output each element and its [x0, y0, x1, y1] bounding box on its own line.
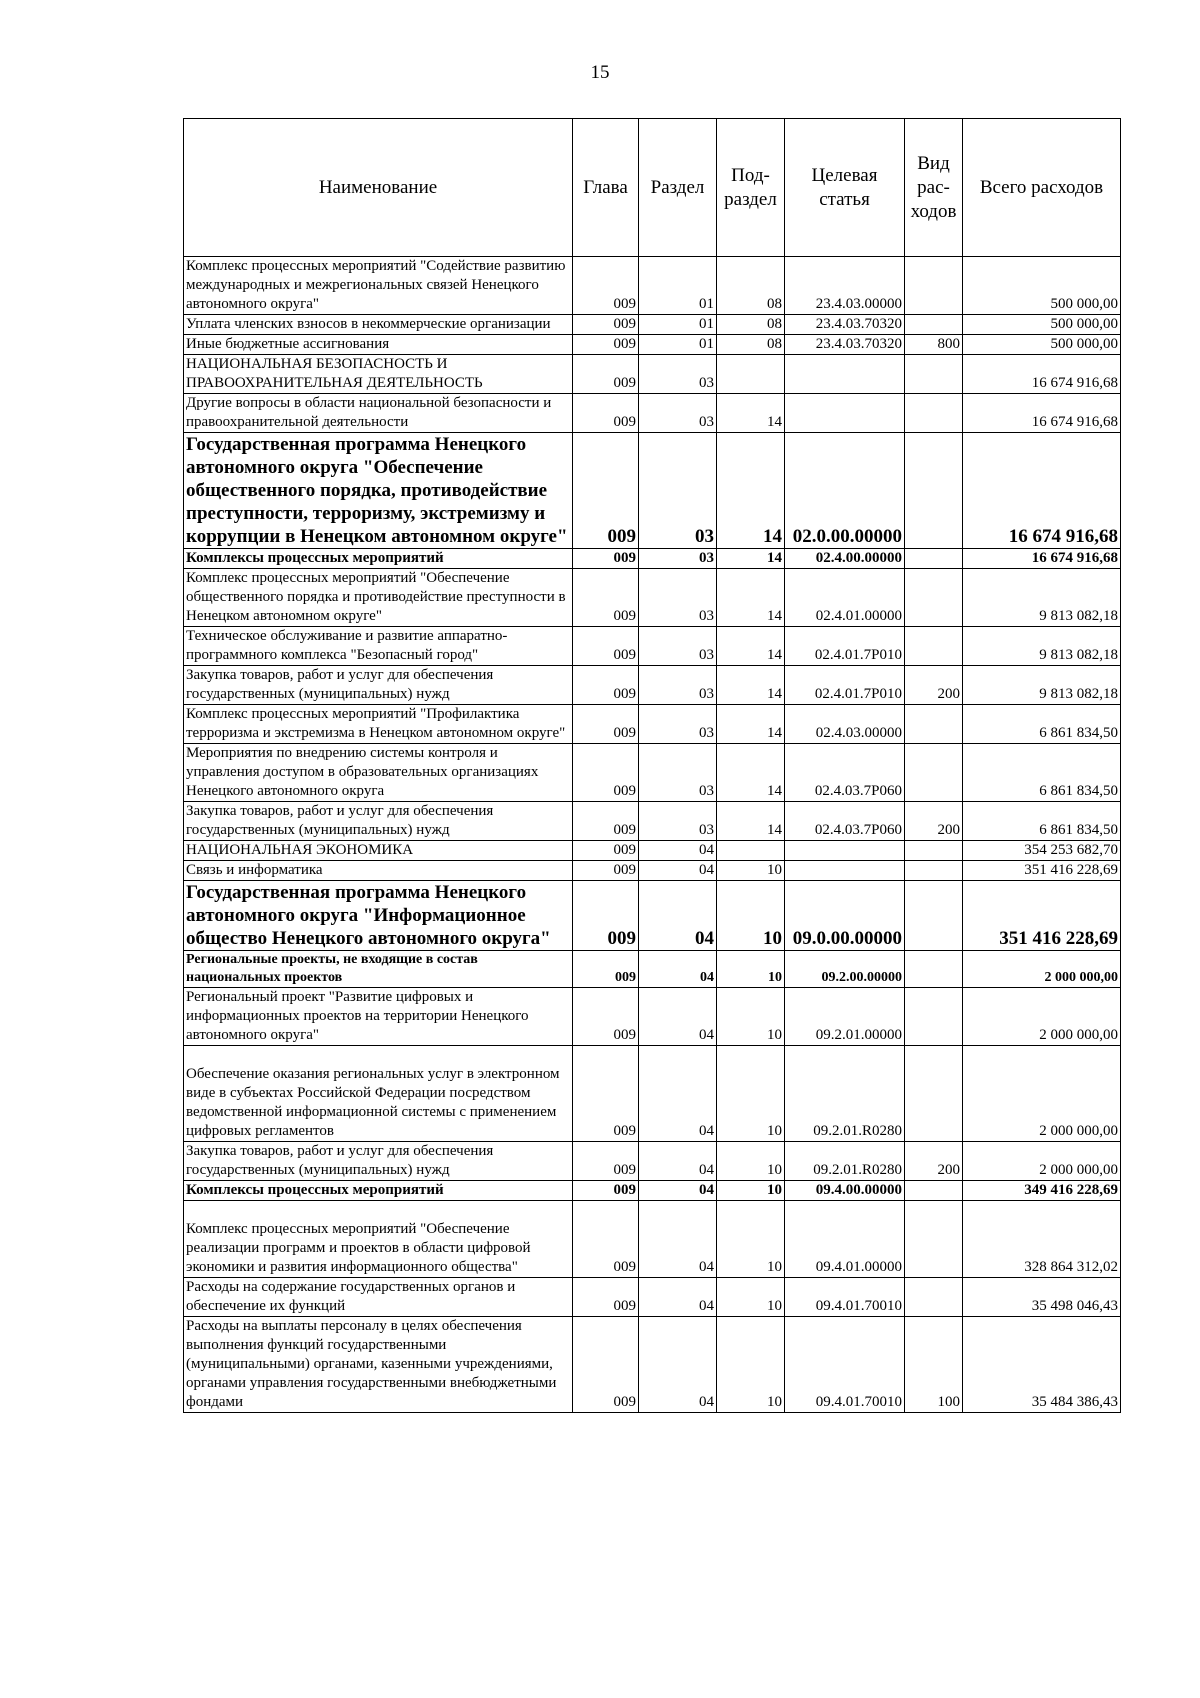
- cell-vid: [905, 355, 963, 394]
- cell-vid: [905, 433, 963, 549]
- cell-total: 351 416 228,69: [963, 861, 1121, 881]
- cell-podrazdel: 14: [717, 549, 785, 569]
- cell-podrazdel: [717, 841, 785, 861]
- cell-name: Комплексы процессных мероприятий: [184, 549, 573, 569]
- cell-razdel: 01: [639, 257, 717, 315]
- cell-total: 35 498 046,43: [963, 1278, 1121, 1317]
- cell-name: НАЦИОНАЛЬНАЯ ЭКОНОМИКА: [184, 841, 573, 861]
- cell-celevaya: 09.0.00.00000: [785, 881, 905, 951]
- cell-total: 2 000 000,00: [963, 1046, 1121, 1142]
- cell-celevaya: [785, 394, 905, 433]
- cell-razdel: 04: [639, 951, 717, 988]
- cell-glava: 009: [573, 433, 639, 549]
- cell-name: Иные бюджетные ассигнования: [184, 335, 573, 355]
- cell-glava: 009: [573, 1181, 639, 1201]
- cell-vid: [905, 841, 963, 861]
- cell-total: 16 674 916,68: [963, 394, 1121, 433]
- cell-glava: 009: [573, 627, 639, 666]
- table-row: [184, 988, 1121, 1046]
- cell-razdel: 04: [639, 1278, 717, 1317]
- cell-name: Комплекс процессных мероприятий "Обеспечение общественного порядка и противодействие преступности в Ненецком автономном округе": [184, 569, 573, 627]
- cell-razdel: 01: [639, 315, 717, 335]
- cell-razdel: 03: [639, 394, 717, 433]
- cell-celevaya: 09.2.01.R0280: [785, 1046, 905, 1142]
- cell-podrazdel: 10: [717, 1181, 785, 1201]
- table-row: [184, 549, 1121, 569]
- cell-total: 6 861 834,50: [963, 744, 1121, 802]
- cell-podrazdel: 10: [717, 1317, 785, 1413]
- cell-celevaya: 09.2.01.R0280: [785, 1142, 905, 1181]
- cell-podrazdel: 14: [717, 627, 785, 666]
- cell-glava: 009: [573, 1201, 639, 1278]
- cell-total: 6 861 834,50: [963, 802, 1121, 841]
- cell-name: Расходы на выплаты персоналу в целях обеспечения выполнения функций государственными (муниципальными) органами, казенными учреждениями, органами управления государственными внебюджетными фондами: [184, 1317, 573, 1413]
- cell-celevaya: 02.4.01.7Р010: [785, 627, 905, 666]
- cell-total: 16 674 916,68: [963, 355, 1121, 394]
- cell-total: 6 861 834,50: [963, 705, 1121, 744]
- cell-glava: 009: [573, 744, 639, 802]
- cell-celevaya: 02.4.03.7Р060: [785, 744, 905, 802]
- cell-glava: 009: [573, 666, 639, 705]
- cell-celevaya: 02.4.01.7Р010: [785, 666, 905, 705]
- budget-table: [183, 118, 1121, 1413]
- cell-vid: [905, 257, 963, 315]
- cell-name: Комплекс процессных мероприятий "Профилактика терроризма и экстремизма в Ненецком автономном округе": [184, 705, 573, 744]
- cell-razdel: 03: [639, 355, 717, 394]
- cell-glava: 009: [573, 841, 639, 861]
- cell-name: Мероприятия по внедрению системы контроля и управления доступом в образовательных организациях Ненецкого автономного округа: [184, 744, 573, 802]
- cell-podrazdel: 08: [717, 257, 785, 315]
- table-row: [184, 861, 1121, 881]
- cell-celevaya: 09.2.00.00000: [785, 951, 905, 988]
- cell-vid: [905, 394, 963, 433]
- cell-podrazdel: 14: [717, 394, 785, 433]
- cell-name: Региональные проекты, не входящие в состав национальных проектов: [184, 951, 573, 988]
- cell-podrazdel: [717, 355, 785, 394]
- cell-celevaya: 09.4.01.00000: [785, 1201, 905, 1278]
- table-row: [184, 1278, 1121, 1317]
- cell-vid: [905, 549, 963, 569]
- cell-podrazdel: 10: [717, 881, 785, 951]
- table-row: [184, 841, 1121, 861]
- cell-glava: 009: [573, 988, 639, 1046]
- cell-celevaya: [785, 355, 905, 394]
- cell-vid: [905, 1181, 963, 1201]
- cell-razdel: 03: [639, 666, 717, 705]
- table-header-row: [184, 119, 1121, 257]
- cell-glava: 009: [573, 335, 639, 355]
- cell-vid: 200: [905, 1142, 963, 1181]
- table-row: [184, 257, 1121, 315]
- cell-glava: 009: [573, 355, 639, 394]
- cell-name: Государственная программа Ненецкого автономного округа "Информационное общество Ненецкого автономного округа": [184, 881, 573, 951]
- cell-name: Закупка товаров, работ и услуг для обеспечения государственных (муниципальных) нужд: [184, 1142, 573, 1181]
- cell-glava: 009: [573, 257, 639, 315]
- cell-celevaya: 02.4.01.00000: [785, 569, 905, 627]
- table-row: [184, 1181, 1121, 1201]
- cell-glava: 009: [573, 394, 639, 433]
- cell-total: 2 000 000,00: [963, 1142, 1121, 1181]
- column-header-razdel: Раздел: [639, 119, 717, 257]
- cell-name: Обеспечение оказания региональных услуг в электронном виде в субъектах Российской Федерации посредством ведомственной информационной системы с применением цифровых регламентов: [184, 1046, 573, 1142]
- cell-total: 2 000 000,00: [963, 951, 1121, 988]
- cell-podrazdel: 10: [717, 1278, 785, 1317]
- table-row: [184, 433, 1121, 549]
- cell-vid: 800: [905, 335, 963, 355]
- table-row: [184, 315, 1121, 335]
- cell-celevaya: 02.4.00.00000: [785, 549, 905, 569]
- cell-vid: [905, 1046, 963, 1142]
- cell-glava: 009: [573, 1142, 639, 1181]
- cell-total: 328 864 312,02: [963, 1201, 1121, 1278]
- cell-vid: [905, 881, 963, 951]
- cell-razdel: 04: [639, 861, 717, 881]
- cell-total: 9 813 082,18: [963, 569, 1121, 627]
- cell-podrazdel: 08: [717, 335, 785, 355]
- cell-podrazdel: 14: [717, 705, 785, 744]
- cell-celevaya: 09.4.00.00000: [785, 1181, 905, 1201]
- cell-razdel: 01: [639, 335, 717, 355]
- cell-vid: [905, 569, 963, 627]
- cell-total: 500 000,00: [963, 335, 1121, 355]
- cell-total: 500 000,00: [963, 315, 1121, 335]
- cell-glava: 009: [573, 569, 639, 627]
- cell-name: Региональный проект "Развитие цифровых и информационных проектов на территории Ненецкого автономного округа": [184, 988, 573, 1046]
- cell-glava: 009: [573, 802, 639, 841]
- table-row: [184, 1046, 1121, 1142]
- cell-podrazdel: 10: [717, 1142, 785, 1181]
- cell-vid: 100: [905, 1317, 963, 1413]
- cell-vid: [905, 1278, 963, 1317]
- cell-razdel: 04: [639, 1181, 717, 1201]
- table-row: [184, 355, 1121, 394]
- cell-celevaya: [785, 841, 905, 861]
- column-header-vid: Вид рас- ходов: [905, 119, 963, 257]
- cell-razdel: 03: [639, 627, 717, 666]
- column-header-total: Всего расходов: [963, 119, 1121, 257]
- cell-celevaya: 23.4.03.70320: [785, 315, 905, 335]
- cell-podrazdel: 14: [717, 666, 785, 705]
- table-row: [184, 951, 1121, 988]
- cell-razdel: 04: [639, 1142, 717, 1181]
- cell-name: НАЦИОНАЛЬНАЯ БЕЗОПАСНОСТЬ И ПРАВООХРАНИТЕЛЬНАЯ ДЕЯТЕЛЬНОСТЬ: [184, 355, 573, 394]
- cell-name: Техническое обслуживание и развитие аппаратно-программного комплекса "Безопасный город": [184, 627, 573, 666]
- cell-name: Другие вопросы в области национальной безопасности и правоохранительной деятельности: [184, 394, 573, 433]
- cell-celevaya: 09.4.01.70010: [785, 1317, 905, 1413]
- cell-total: 351 416 228,69: [963, 881, 1121, 951]
- column-header-glava: Глава: [573, 119, 639, 257]
- cell-podrazdel: 14: [717, 569, 785, 627]
- cell-vid: 200: [905, 666, 963, 705]
- cell-razdel: 04: [639, 881, 717, 951]
- cell-name: Закупка товаров, работ и услуг для обеспечения государственных (муниципальных) нужд: [184, 666, 573, 705]
- cell-total: 500 000,00: [963, 257, 1121, 315]
- cell-podrazdel: 10: [717, 861, 785, 881]
- cell-razdel: 03: [639, 433, 717, 549]
- table-row: [184, 627, 1121, 666]
- cell-celevaya: 09.2.01.00000: [785, 988, 905, 1046]
- cell-name: Связь и информатика: [184, 861, 573, 881]
- cell-total: 9 813 082,18: [963, 666, 1121, 705]
- table-row: [184, 666, 1121, 705]
- cell-podrazdel: 14: [717, 802, 785, 841]
- cell-glava: 009: [573, 1046, 639, 1142]
- cell-total: 2 000 000,00: [963, 988, 1121, 1046]
- column-header-podrazdel: Под- раздел: [717, 119, 785, 257]
- cell-vid: [905, 861, 963, 881]
- cell-vid: [905, 627, 963, 666]
- cell-razdel: 04: [639, 1046, 717, 1142]
- cell-glava: 009: [573, 1278, 639, 1317]
- cell-total: 349 416 228,69: [963, 1181, 1121, 1201]
- cell-name: Расходы на содержание государственных органов и обеспечение их функций: [184, 1278, 573, 1317]
- cell-podrazdel: 10: [717, 1046, 785, 1142]
- cell-total: 16 674 916,68: [963, 549, 1121, 569]
- column-header-celevaya: Целевая статья: [785, 119, 905, 257]
- cell-razdel: 03: [639, 744, 717, 802]
- cell-podrazdel: 14: [717, 433, 785, 549]
- cell-vid: [905, 315, 963, 335]
- column-header-name: Наименование: [184, 119, 573, 257]
- table-row: [184, 705, 1121, 744]
- cell-razdel: 03: [639, 802, 717, 841]
- table-row: [184, 802, 1121, 841]
- cell-total: 9 813 082,18: [963, 627, 1121, 666]
- cell-name: Закупка товаров, работ и услуг для обеспечения государственных (муниципальных) нужд: [184, 802, 573, 841]
- table-row: [184, 881, 1121, 951]
- cell-name: Уплата членских взносов в некоммерческие организации: [184, 315, 573, 335]
- cell-podrazdel: 08: [717, 315, 785, 335]
- cell-glava: 009: [573, 861, 639, 881]
- cell-razdel: 04: [639, 988, 717, 1046]
- table-row: [184, 569, 1121, 627]
- cell-name: Комплекс процессных мероприятий "Обеспечение реализации программ и проектов в области цифровой экономики и развития информационного общества": [184, 1201, 573, 1278]
- cell-vid: [905, 951, 963, 988]
- cell-glava: 009: [573, 315, 639, 335]
- cell-vid: [905, 744, 963, 802]
- cell-podrazdel: 10: [717, 988, 785, 1046]
- cell-podrazdel: 10: [717, 1201, 785, 1278]
- cell-razdel: 03: [639, 705, 717, 744]
- cell-glava: 009: [573, 1317, 639, 1413]
- cell-vid: [905, 705, 963, 744]
- cell-celevaya: 23.4.03.00000: [785, 257, 905, 315]
- table-row: [184, 335, 1121, 355]
- cell-razdel: 04: [639, 841, 717, 861]
- cell-vid: [905, 1201, 963, 1278]
- table-row: [184, 394, 1121, 433]
- cell-glava: 009: [573, 549, 639, 569]
- cell-celevaya: 02.0.00.00000: [785, 433, 905, 549]
- table-body: [184, 257, 1121, 1413]
- cell-glava: 009: [573, 705, 639, 744]
- cell-total: 354 253 682,70: [963, 841, 1121, 861]
- cell-name: Комплекс процессных мероприятий "Содействие развитию международных и межрегиональных связей Ненецкого автономного округа": [184, 257, 573, 315]
- cell-razdel: 03: [639, 569, 717, 627]
- cell-name: Комплексы процессных мероприятий: [184, 1181, 573, 1201]
- cell-celevaya: 02.4.03.7Р060: [785, 802, 905, 841]
- table-row: [184, 1142, 1121, 1181]
- cell-total: 16 674 916,68: [963, 433, 1121, 549]
- cell-glava: 009: [573, 951, 639, 988]
- cell-podrazdel: 10: [717, 951, 785, 988]
- cell-celevaya: 09.4.01.70010: [785, 1278, 905, 1317]
- cell-razdel: 03: [639, 549, 717, 569]
- cell-celevaya: 02.4.03.00000: [785, 705, 905, 744]
- cell-vid: 200: [905, 802, 963, 841]
- cell-name: Государственная программа Ненецкого автономного округа "Обеспечение общественного порядка, противодействие преступности, терроризму, экстремизму и коррупции в Ненецком автономном округе": [184, 433, 573, 549]
- cell-razdel: 04: [639, 1317, 717, 1413]
- table-row: [184, 744, 1121, 802]
- page-number: 15: [590, 62, 610, 83]
- table-row: [184, 1201, 1121, 1278]
- cell-celevaya: [785, 861, 905, 881]
- table-row: [184, 1317, 1121, 1413]
- cell-celevaya: 23.4.03.70320: [785, 335, 905, 355]
- cell-total: 35 484 386,43: [963, 1317, 1121, 1413]
- cell-vid: [905, 988, 963, 1046]
- cell-razdel: 04: [639, 1201, 717, 1278]
- cell-podrazdel: 14: [717, 744, 785, 802]
- cell-glava: 009: [573, 881, 639, 951]
